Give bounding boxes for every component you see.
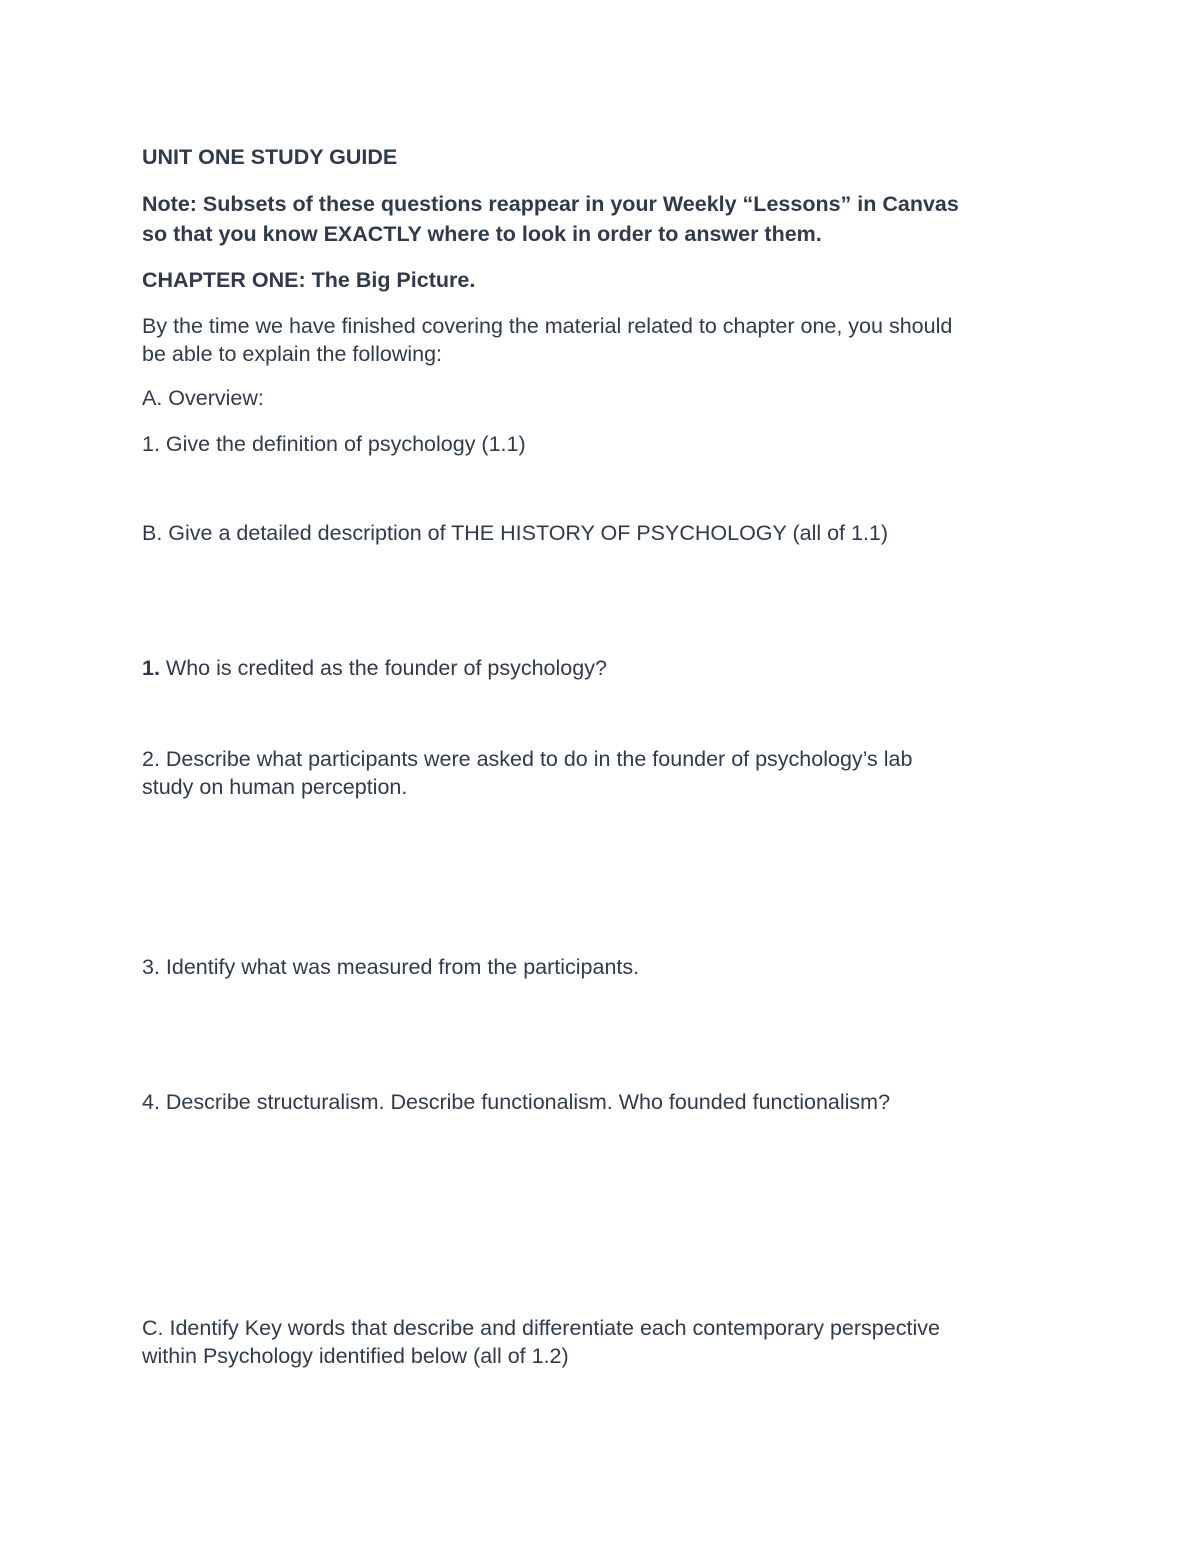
section-b-question-1 (142, 654, 607, 683)
note-line-2-end: where to look in order to answer them. (421, 222, 822, 246)
note-line-2-start: so that you know (142, 222, 324, 246)
section-b-heading: B. Give a detailed description of THE HISTORY OF PSYCHOLOGY (all of 1.1) (142, 521, 889, 545)
note-emphasis: EXACTLY (323, 222, 422, 246)
document-title: UNIT ONE STUDY GUIDE (142, 145, 398, 169)
section-a-question-1: 1. Give the definition of psychology (1.1) (142, 432, 526, 456)
section-b-question-3: 3. Identify what was measured from the participants. (142, 955, 640, 979)
section-c-line-1: C. Identify Key words that describe and differentiate each contemporary perspective (142, 1316, 940, 1340)
section-a-heading: A. Overview: (142, 386, 264, 410)
intro-line-1: By the time we have finished covering the material related to chapter one, you should (142, 314, 953, 338)
section-b-question-4: 4. Describe structuralism. Describe functionalism. Who founded functionalism? (142, 1090, 891, 1114)
question-1-text: Who is credited as the founder of psychology? (159, 656, 607, 680)
question-1-number: 1. (142, 656, 160, 680)
section-b-question-2-line-1: 2. Describe what participants were asked to do in the founder of psychology’s lab (142, 747, 913, 771)
intro-line-2: be able to explain the following: (142, 342, 443, 366)
section-c-line-2: within Psychology identified below (all of 1.2) (142, 1344, 569, 1368)
chapter-title: The Big Picture. (305, 268, 476, 292)
note-line-2 (142, 220, 822, 249)
note-line-1: Note: Subsets of these questions reappear in your Weekly “Lessons” in Canvas (142, 192, 959, 216)
chapter-heading (142, 266, 475, 295)
section-b-question-2-line-2: study on human perception. (142, 775, 408, 799)
chapter-label: CHAPTER ONE: (142, 268, 306, 292)
